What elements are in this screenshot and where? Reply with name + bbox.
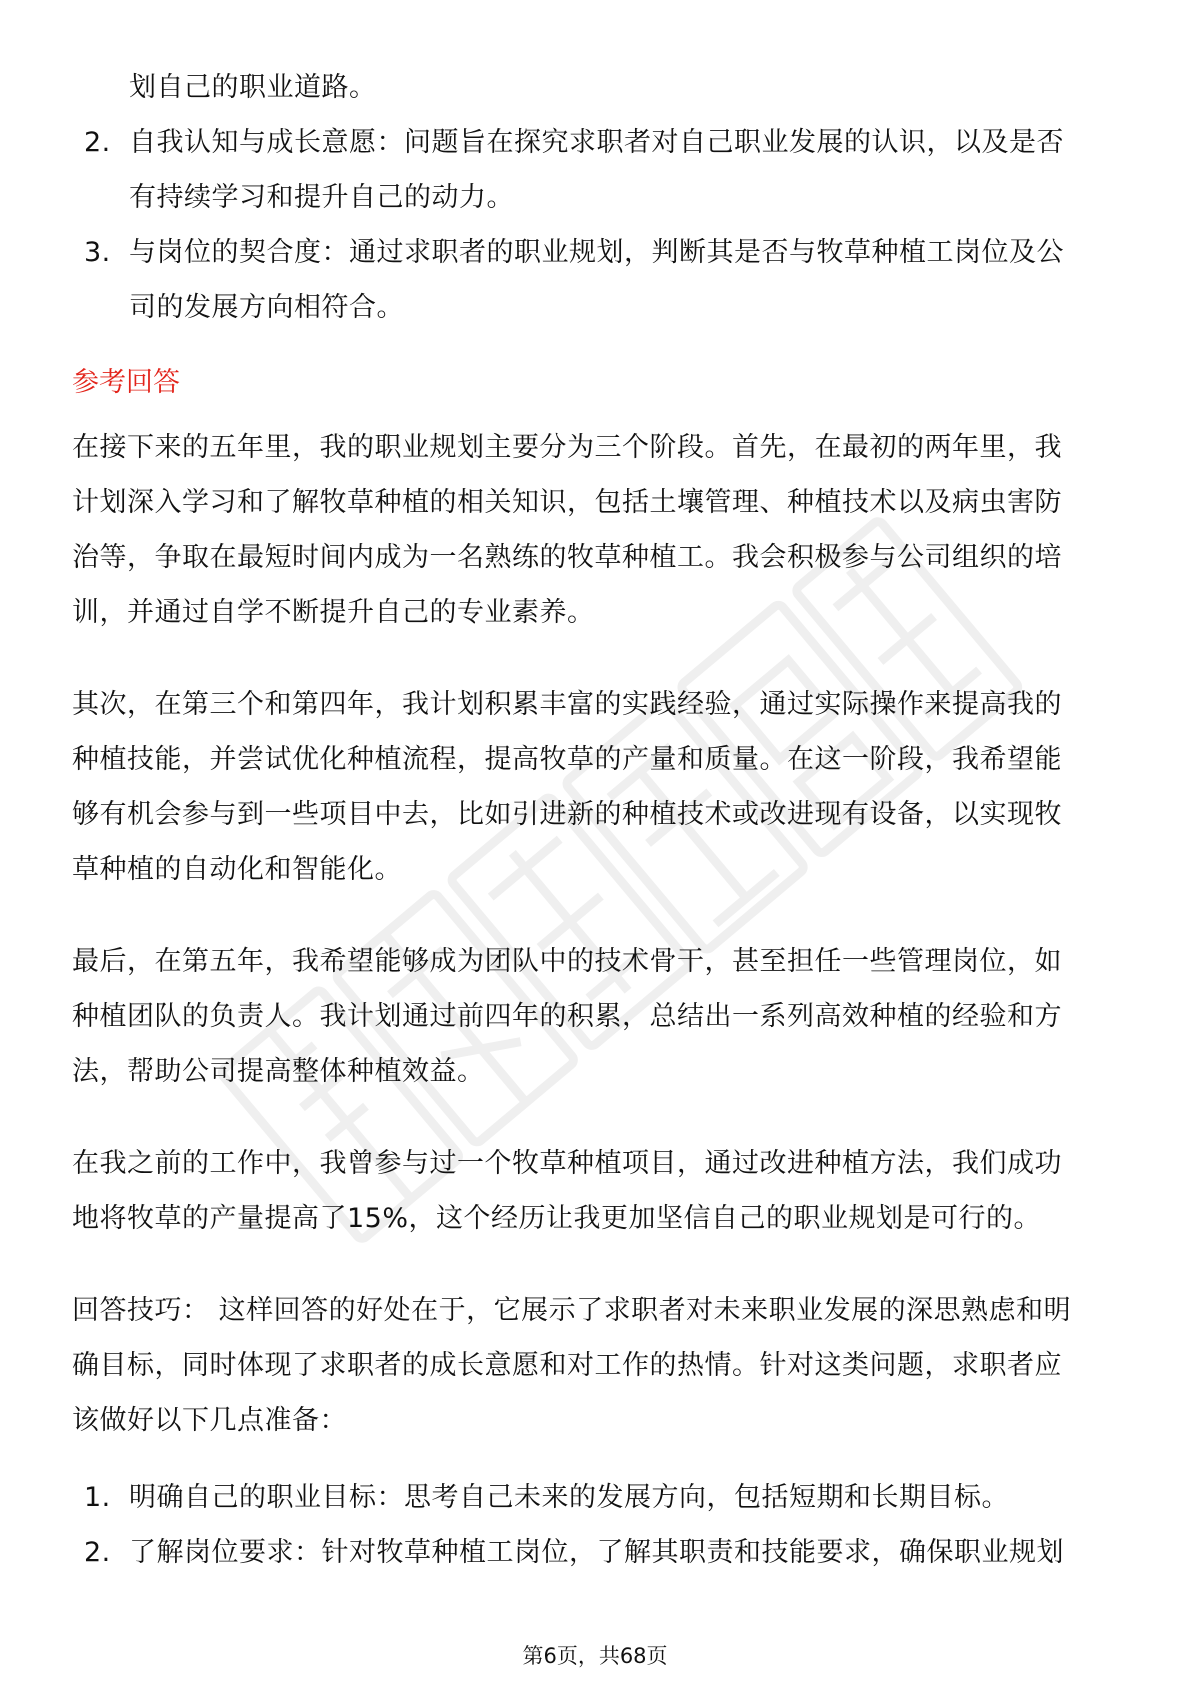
list-item	[72, 115, 1118, 225]
answer-tips-paragraph	[72, 1283, 1118, 1448]
paragraph-line: 其次，在第三个和第四年，我计划积累丰富的实践经验，通过实际操作来提高我的	[72, 689, 1062, 720]
list-item-continuation: 划自己的职业道路。	[129, 72, 377, 103]
paragraph-line: 该做好以下几点准备：	[72, 1405, 347, 1436]
paragraph-line: 在接下来的五年里，我的职业规划主要分为三个阶段。首先，在最初的两年里，我	[72, 432, 1062, 463]
list-number: 3.	[84, 237, 111, 268]
paragraph-line: 种植技能，并尝试优化种植流程，提高牧草的产量和质量。在这一阶段，我希望能	[72, 744, 1062, 775]
paragraph-line: 治等，争取在最短时间内成为一名熟练的牧草种植工。我会积极参与公司组织的培	[72, 542, 1062, 573]
list-line: 司的发展方向相符合。	[129, 292, 404, 323]
list-line: 与岗位的契合度：通过求职者的职业规划，判断其是否与牧草种植工岗位及公	[129, 237, 1064, 268]
list-item	[72, 225, 1118, 335]
paragraph	[72, 934, 1118, 1099]
list-line: 了解岗位要求：针对牧草种植工岗位，了解其职责和技能要求，确保职业规划	[129, 1537, 1064, 1568]
paragraph-line: 计划深入学习和了解牧草种植的相关知识，包括土壤管理、种植技术以及病虫害防	[72, 487, 1062, 518]
paragraph-line: 回答技巧： 这样回答的好处在于，它展示了求职者对未来职业发展的深思熟虑和明	[72, 1295, 1072, 1326]
paragraph	[72, 420, 1118, 640]
section-heading: 参考回答	[72, 367, 180, 398]
list-line: 明确自己的职业目标：思考自己未来的发展方向，包括短期和长期目标。	[129, 1482, 1009, 1513]
paragraph-line: 在我之前的工作中，我曾参与过一个牧草种植项目，通过改进种植方法，我们成功	[72, 1148, 1062, 1179]
paragraph	[72, 677, 1118, 897]
paragraph-line: 地将牧草的产量提高了15%，这个经历让我更加坚信自己的职业规划是可行的。	[72, 1203, 1042, 1234]
paragraph	[72, 1136, 1118, 1246]
list-item	[72, 1525, 1118, 1580]
list-number: 1.	[84, 1482, 111, 1513]
list-item	[72, 1470, 1118, 1525]
paragraph-line: 法，帮助公司提高整体种植效益。	[72, 1056, 485, 1087]
paragraph-line: 确目标，同时体现了求职者的成长意愿和对工作的热情。针对这类问题，求职者应	[72, 1350, 1062, 1381]
document-body	[72, 60, 1118, 1580]
paragraph-line: 训，并通过自学不断提升自己的专业素养。	[72, 597, 595, 628]
list-number: 2.	[84, 1537, 111, 1568]
list-number: 2.	[84, 127, 111, 158]
paragraph-line: 种植团队的负责人。我计划通过前四年的积累，总结出一系列高效种植的经验和方	[72, 1001, 1062, 1032]
paragraph-line: 最后，在第五年，我希望能够成为团队中的技术骨干，甚至担任一些管理岗位，如	[72, 946, 1062, 977]
list-line: 有持续学习和提升自己的动力。	[129, 182, 514, 213]
list-line: 自我认知与成长意愿：问题旨在探究求职者对自己职业发展的认识，以及是否	[129, 127, 1064, 158]
page-footer: 第6页，共68页	[522, 1644, 668, 1668]
paragraph-line: 够有机会参与到一些项目中去，比如引进新的种植技术或改进现有设备，以实现牧	[72, 799, 1062, 830]
paragraph-line: 草种植的自动化和智能化。	[72, 854, 402, 885]
